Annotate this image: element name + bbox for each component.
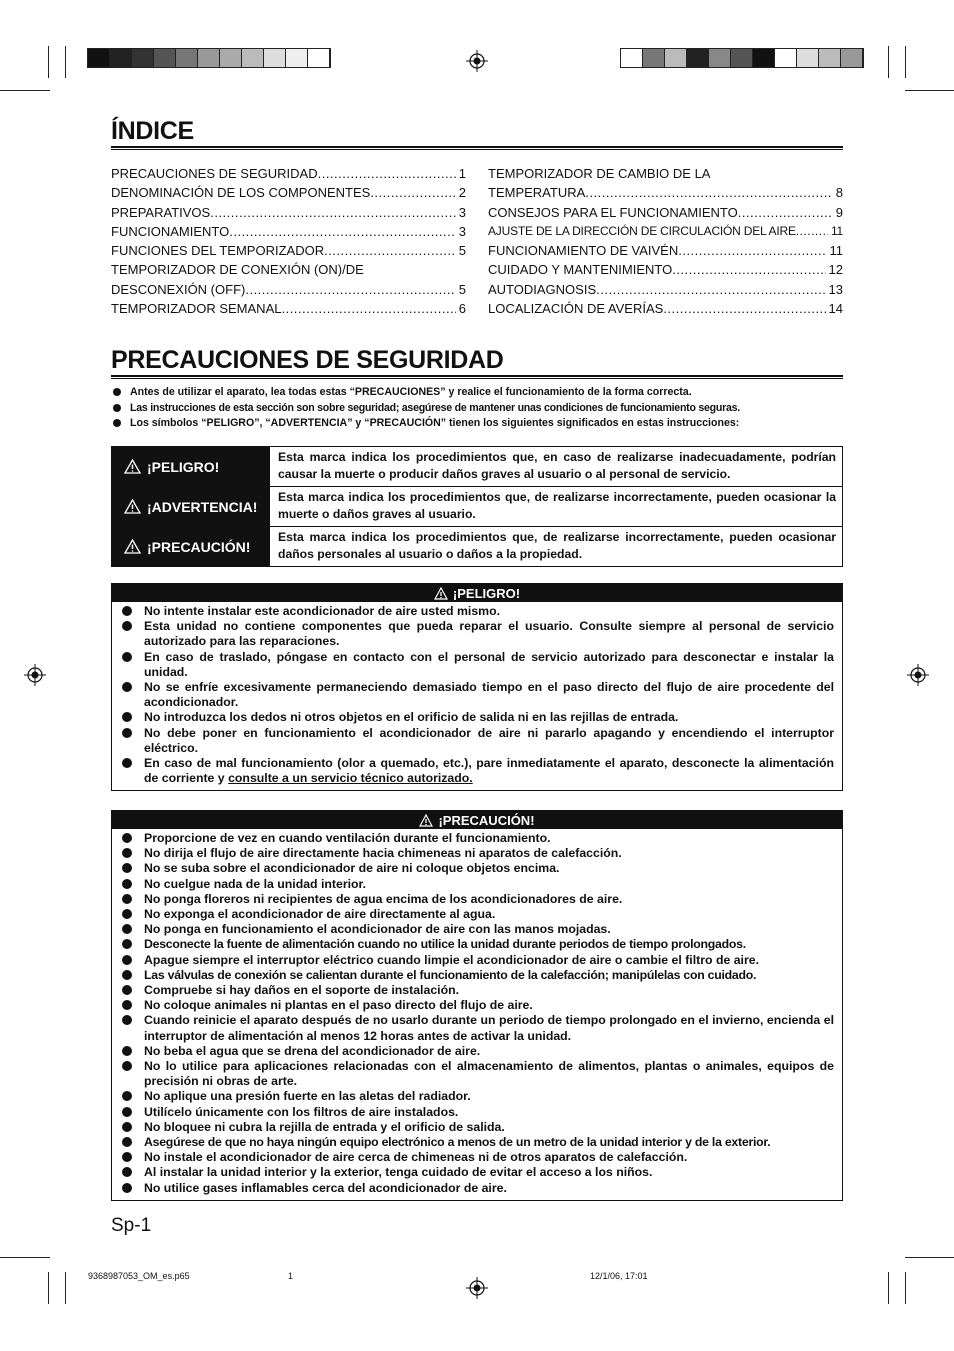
symbol-description: Esta marca indica los procedimientos que, de realizarse incorrectamente, pueden ocasionar la muerte o daños graves al usuario.: [278, 490, 836, 521]
list-item-body: No beba el agua que se drena del acondicionador de aire.: [144, 1043, 481, 1058]
list-item: [120, 1150, 834, 1165]
crop-mark: [48, 46, 49, 78]
toc-entry-page: 11: [829, 243, 843, 259]
color-bar-swatch: [242, 49, 264, 67]
toc-entry-page: 14: [828, 301, 843, 317]
toc-entry[interactable]: [488, 203, 843, 222]
danger-box-header: [112, 584, 842, 602]
bullet-icon: [122, 894, 132, 904]
list-item-body: No instale el acondicionador de aire cerca de chimeneas ni de otros aparatos de calefacción.: [144, 1150, 688, 1165]
toc-entry[interactable]: [488, 241, 843, 260]
color-bar-swatch: [110, 49, 132, 67]
caution-box-title: ¡PRECAUCIÓN!: [438, 812, 535, 828]
registration-mark-icon: [466, 50, 488, 72]
toc-entry[interactable]: [111, 280, 466, 299]
toc-entry-page: 3: [458, 223, 466, 239]
toc-entry-page: 5: [458, 281, 466, 297]
danger-box: [111, 583, 843, 791]
toc-entry[interactable]: [111, 260, 466, 279]
list-item-body: No lo utilice para aplicaciones relacionadas con el almacenamiento de alimentos, plantas o animales, equipos de precisión ni obras de arte.: [144, 1059, 834, 1089]
color-bar-swatch: [753, 49, 775, 67]
list-item-text: [144, 907, 834, 922]
list-item-body: Cuando reinicie el aparato después de no usarlo durante un periodo de tiempo prolongado en el invierno, encienda el interruptor de alimentación al menos 12 horas antes de activar la unidad.: [144, 1013, 834, 1043]
list-item: [120, 1165, 834, 1180]
toc-entry[interactable]: [488, 164, 843, 183]
list-item-body: Utilícelo únicamente con los filtros de aire instalados.: [144, 1104, 459, 1119]
crop-mark: [905, 1272, 906, 1304]
caution-box: [111, 810, 843, 1201]
crop-mark: [0, 1257, 50, 1258]
list-item-body: Apague siempre el interruptor eléctrico cuando limpie el acondicionador de aire o cambie el filtro de aire.: [144, 952, 760, 967]
list-item-text: [144, 1059, 834, 1089]
symbol-description: Esta marca indica los procedimientos que, de realizarse incorrectamente, pueden ocasionar daños personales al usuario o daños a la propiedad.: [278, 530, 836, 561]
list-item-text: [144, 1181, 834, 1196]
list-item-text: [144, 968, 834, 983]
color-bar-swatch: [621, 49, 643, 67]
bullet-icon: [122, 1046, 132, 1056]
toc-dot-leader: [324, 241, 456, 260]
list-item: [120, 1181, 834, 1196]
color-bar-swatch: [308, 49, 330, 67]
page-label: Sp-1: [111, 1215, 152, 1236]
list-item-body: No ponga floreros ni recipientes de agua encima de los acondicionadores de aire.: [144, 891, 623, 906]
color-bar-swatch: [264, 49, 286, 67]
list-item: [120, 846, 834, 861]
footer-filename: 9368987053_OM_es.p65: [88, 1271, 190, 1281]
list-item-text: [144, 861, 834, 876]
list-item-text: [144, 726, 834, 756]
list-item-text: [144, 846, 834, 861]
bullet-icon: [122, 1122, 132, 1132]
list-item: [120, 619, 834, 649]
list-item-text: [144, 953, 834, 968]
list-item: [120, 710, 834, 725]
symbol-label-text: ¡ADVERTENCIA!: [147, 498, 258, 515]
color-bar-swatch: [643, 49, 665, 67]
color-bar-swatch: [198, 49, 220, 67]
list-item-body: No intente instalar este acondicionador de aire usted mismo.: [144, 604, 501, 618]
list-item: [120, 983, 834, 998]
color-bar-swatch: [154, 49, 176, 67]
toc-entry[interactable]: [488, 299, 843, 318]
list-item-text: [144, 650, 834, 680]
bullet-icon: [122, 833, 132, 843]
toc-entry-page: 11: [830, 223, 843, 238]
bullet-icon: [122, 1107, 132, 1117]
bullet-icon: [122, 939, 132, 949]
list-item-body: No debe poner en funcionamiento el acondicionador de aire ni pararlo apagando y encendiendo el interruptor eléctrico.: [144, 725, 834, 755]
toc-entry-page: 3: [458, 204, 466, 220]
list-item-text: [144, 619, 834, 649]
bullet-icon: [122, 924, 132, 934]
bullet-icon: [122, 1091, 132, 1101]
caution-box-header: [112, 811, 842, 829]
footer-date: 12/1/06, 17:01: [590, 1271, 648, 1281]
list-item-text: [144, 877, 834, 892]
registration-mark-icon: [466, 1277, 488, 1299]
bullet-icon: [122, 606, 132, 616]
color-bar-swatch: [687, 49, 709, 67]
toc-entry-label: TEMPORIZADOR DE CAMBIO DE LA: [488, 166, 711, 181]
toc-entry-label: DENOMINACIÓN DE LOS COMPONENTES: [111, 185, 371, 201]
list-item: [120, 892, 834, 907]
toc-dot-leader: [229, 222, 456, 241]
bullet-icon: [122, 728, 132, 738]
warning-triangle-icon: [124, 499, 141, 514]
list-item-body: Compruebe si hay daños en el soporte de instalación.: [144, 983, 460, 998]
list-item-text: [144, 983, 834, 998]
toc-right-column: [488, 164, 843, 318]
bullet-icon: [122, 758, 132, 768]
intro-item: [111, 385, 846, 401]
intro-text: Antes de utilizar el aparato, lea todas estas “PRECAUCIONES” y realice el funcionamiento de la forma correcta.: [130, 386, 692, 398]
list-item: [120, 877, 834, 892]
toc-entry[interactable]: [111, 164, 466, 183]
list-item: [120, 1013, 834, 1043]
toc-entry-page: 13: [828, 281, 843, 297]
list-item: [120, 907, 834, 922]
toc-dot-leader: [585, 183, 833, 202]
toc-entry-label: PRECAUCIONES DE SEGURIDAD: [111, 166, 318, 181]
color-bar-swatch: [176, 49, 198, 67]
toc-entry-label: CUIDADO Y MANTENIMIENTO: [488, 262, 673, 278]
toc-dot-leader: [738, 203, 833, 222]
toc-dot-leader: [796, 222, 828, 241]
bullet-icon: [122, 970, 132, 980]
list-item-text: [144, 680, 834, 710]
list-item-text: [144, 1165, 834, 1180]
crop-mark: [888, 46, 889, 78]
list-item: [120, 953, 834, 968]
caution-list: [112, 829, 842, 1200]
bullet-icon: [122, 848, 132, 858]
safety-title: PRECAUCIONES DE SEGURIDAD: [111, 346, 504, 374]
list-item: [120, 968, 834, 983]
list-item: [120, 604, 834, 619]
list-item-text: [144, 1044, 834, 1059]
toc-dot-leader: [678, 241, 826, 260]
toc-entry[interactable]: [488, 280, 843, 299]
toc-entry-label: FUNCIONES DEL TEMPORIZADOR: [111, 243, 325, 259]
crop-mark: [905, 90, 954, 91]
toc-entry-page: 6: [458, 301, 466, 317]
toc-entry-page: 12: [828, 262, 843, 278]
toc-dot-leader: [370, 183, 455, 202]
color-bar-swatch: [775, 49, 797, 67]
toc-dot-leader: [596, 280, 825, 299]
list-item: [120, 831, 834, 846]
symbol-label: [112, 527, 270, 566]
bullet-icon: [122, 955, 132, 965]
toc-entry[interactable]: [111, 222, 466, 241]
symbol-description: Esta marca indica los procedimientos que, en caso de realizarse inadecuadamente, podrían causar la muerte o producir daños graves al usuario o al personal de servicio.: [278, 450, 836, 481]
bullet-icon: [122, 863, 132, 873]
list-item: [120, 1105, 834, 1120]
color-bar-swatch: [665, 49, 687, 67]
list-item-body: No bloquee ni cubra la rejilla de entrada y el orificio de salida.: [144, 1119, 505, 1134]
toc-entry[interactable]: [488, 260, 843, 279]
list-item-text: [144, 1105, 834, 1120]
toc-entry[interactable]: [111, 241, 466, 260]
bullet-icon: [113, 404, 121, 412]
toc-entry-page: 5: [458, 243, 466, 259]
toc-entry-label: AJUSTE DE LA DIRECCIÓN DE CIRCULACIÓN DEL AIRE: [488, 223, 796, 238]
crop-mark: [65, 46, 66, 78]
toc-entry-label: CONSEJOS PARA EL FUNCIONAMIENTO: [488, 204, 738, 220]
toc-entry-label: LOCALIZACIÓN DE AVERÍAS: [488, 301, 664, 317]
list-item-text: [144, 937, 834, 952]
list-item-text: [144, 831, 834, 846]
list-item-body: No se enfríe excesivamente permaneciendo demasiado tiempo en el paso directo del flujo de aire procedente del acondicionador.: [144, 680, 834, 710]
warning-triangle-icon: [124, 539, 141, 554]
list-item: [120, 998, 834, 1013]
toc-entry-label: TEMPORIZADOR SEMANAL: [111, 301, 282, 317]
list-item-text: [144, 922, 834, 937]
crop-mark: [65, 1272, 66, 1304]
toc-entry-page: 8: [835, 185, 843, 201]
list-item-text: [144, 604, 834, 619]
toc-dot-leader: [281, 299, 455, 318]
list-item: [120, 1135, 834, 1150]
list-item-body: Al instalar la unidad interior y la exterior, tenga cuidado de evitar el acceso a los niños.: [144, 1165, 653, 1180]
list-item: [120, 922, 834, 937]
list-item-text: [144, 998, 834, 1013]
toc-dot-leader: [672, 260, 825, 279]
toc-entry[interactable]: [488, 222, 843, 241]
list-item-body: Desconecte la fuente de alimentación cuando no utilice la unidad durante periodos de tiempo prolongados.: [144, 937, 746, 952]
color-bar-swatch: [797, 49, 819, 67]
symbol-label: [112, 487, 270, 526]
color-bar-swatch: [841, 49, 863, 67]
symbol-table: [111, 446, 843, 567]
list-item: [120, 1120, 834, 1135]
crop-mark: [905, 1257, 954, 1258]
list-item: [120, 1044, 834, 1059]
list-item-body: No introduzca los dedos ni otros objetos en el orificio de salida ni en las rejillas de entrada.: [144, 710, 679, 725]
warning-triangle-icon: [124, 459, 141, 474]
color-bar-swatch: [819, 49, 841, 67]
list-item-text: [144, 1150, 834, 1165]
list-item-text: [144, 1120, 834, 1135]
footer-page-number: 1: [288, 1271, 294, 1281]
toc-entry-label: AUTODIAGNOSIS: [488, 281, 597, 297]
index-title: ÍNDICE: [111, 117, 194, 145]
toc-entry[interactable]: [111, 183, 466, 202]
warning-triangle-icon: [434, 587, 448, 600]
danger-box-title: ¡PELIGRO!: [452, 585, 521, 601]
bullet-icon: [113, 388, 121, 396]
bullet-icon: [122, 1015, 132, 1025]
intro-text: Los símbolos “PELIGRO”, “ADVERTENCIA” y “PRECAUCIÓN” tienen los siguientes significados en estas instrucciones:: [130, 417, 740, 429]
toc-entry-label: TEMPORIZADOR DE CONEXIÓN (ON)/DE: [111, 262, 364, 278]
toc-entry-label: PREPARATIVOS: [111, 204, 211, 220]
bullet-icon: [122, 682, 132, 692]
bullet-icon: [122, 1061, 132, 1071]
toc-dot-leader: [210, 203, 456, 222]
color-bar-swatch: [220, 49, 242, 67]
list-item-text: [144, 1013, 834, 1043]
danger-list: [112, 602, 842, 790]
intro-item: [111, 416, 846, 432]
list-item-body: Esta unidad no contiene componentes que pueda reparar el usuario. Consulte siempre al personal de servicio autorizado para las reparaciones.: [144, 619, 834, 649]
bullet-icon: [122, 1167, 132, 1177]
list-item: [120, 861, 834, 876]
list-item-body: No utilice gases inflamables cerca del acondicionador de aire.: [144, 1180, 507, 1195]
list-item-body: En caso de traslado, póngase en contacto con el personal de servicio autorizado para desconectar e instalar la unidad.: [144, 649, 834, 679]
bullet-icon: [122, 712, 132, 722]
crop-mark: [888, 1272, 889, 1304]
list-item-body: No ponga en funcionamiento el acondicionador de aire con las manos mojadas.: [144, 922, 611, 937]
bullet-icon: [122, 879, 132, 889]
toc-entry-label: DESCONEXIÓN (OFF): [111, 281, 246, 297]
list-item: [120, 756, 834, 786]
list-item: [120, 726, 834, 756]
list-item-body: No aplique una presión fuerte en las aletas del radiador.: [144, 1089, 471, 1104]
bullet-icon: [122, 1000, 132, 1010]
list-item-text: [144, 1135, 834, 1150]
list-item: [120, 1059, 834, 1089]
symbol-label-text: ¡PELIGRO!: [147, 458, 220, 475]
list-item: [120, 680, 834, 710]
color-bar-swatch: [88, 49, 110, 67]
bullet-icon: [113, 419, 121, 427]
toc-dot-leader: [318, 164, 456, 183]
color-bar-swatch: [132, 49, 154, 67]
list-item-text: [144, 710, 834, 725]
toc-entry-page: 1: [458, 166, 466, 181]
list-item: [120, 1089, 834, 1104]
toc-entry-page: 9: [835, 204, 843, 220]
crop-mark: [0, 90, 50, 91]
list-item-body: En caso de mal funcionamiento (olor a quemado, etc.), pare inmediatamente el aparato, desconecte la alimentación de corriente y: [144, 756, 834, 786]
list-item-body: Las válvulas de conexión se calientan durante el funcionamiento de la calefacción; manipúlelas con cuidado.: [144, 967, 757, 982]
title-rule: [111, 146, 843, 150]
color-bar-swatch: [731, 49, 753, 67]
bullet-icon: [122, 1152, 132, 1162]
list-item-body: Asegúrese de que no haya ningún equipo electrónico a menos de un metro de la unidad interior y de la exterior.: [144, 1135, 771, 1150]
bullet-icon: [122, 652, 132, 662]
symbol-row: [112, 487, 842, 527]
crop-mark: [48, 1272, 49, 1304]
toc-entry-page: 2: [458, 185, 466, 201]
intro-item: [111, 401, 846, 417]
warning-triangle-icon: [419, 814, 433, 827]
toc-entry-label: FUNCIONAMIENTO: [111, 223, 230, 239]
toc-entry-label: TEMPERATURA: [488, 185, 586, 201]
list-item-text: [144, 892, 834, 907]
toc-left-column: [111, 164, 466, 318]
toc-entry[interactable]: [111, 299, 466, 318]
list-item-text: [144, 1089, 834, 1104]
registration-mark-icon: [907, 664, 929, 686]
symbol-row: [112, 447, 842, 487]
bullet-icon: [122, 985, 132, 995]
toc-entry[interactable]: [488, 183, 843, 202]
list-item-body: No se suba sobre el acondicionador de aire ni coloque objetos encima.: [144, 861, 560, 876]
crop-mark: [905, 46, 906, 78]
toc-entry-label: FUNCIONAMIENTO DE VAIVÉN: [488, 243, 679, 259]
list-item-body: No exponga el acondicionador de aire directamente al agua.: [144, 907, 496, 922]
bullet-icon: [122, 621, 132, 631]
bullet-icon: [122, 1137, 132, 1147]
list-item-body: Proporcione de vez en cuando ventilación durante el funcionamiento.: [144, 831, 551, 845]
list-item-text: [144, 756, 834, 786]
bullet-icon: [122, 909, 132, 919]
list-item: [120, 937, 834, 952]
list-item-body: No dirija el flujo de aire directamente hacia chimeneas ni aparatos de calefacción.: [144, 846, 622, 861]
toc-dot-leader: [245, 280, 455, 299]
symbol-label: [112, 447, 270, 486]
intro-text: Las instrucciones de esta sección son sobre seguridad; asegúrese de mantener unas condiciones de funcionamiento seguras.: [130, 401, 740, 414]
list-item-body: No coloque animales ni plantas en el paso directo del flujo de aire.: [144, 998, 533, 1013]
toc-dot-leader: [663, 299, 825, 318]
title-rule: [111, 375, 843, 379]
safety-intro-list: [111, 385, 846, 432]
symbol-label-text: ¡PRECAUCIÓN!: [147, 538, 251, 555]
registration-mark-icon: [24, 664, 46, 686]
toc-entry[interactable]: [111, 203, 466, 222]
color-bar-swatch: [709, 49, 731, 67]
list-item-body: No cuelgue nada de la unidad interior.: [144, 876, 367, 891]
color-bar-left: [87, 48, 331, 68]
bullet-icon: [122, 1183, 132, 1193]
symbol-row: [112, 527, 842, 566]
color-bar-swatch: [286, 49, 308, 67]
service-link[interactable]: consulte a un servicio técnico autorizado.: [228, 771, 473, 786]
list-item: [120, 650, 834, 680]
color-bar-right: [620, 48, 864, 68]
